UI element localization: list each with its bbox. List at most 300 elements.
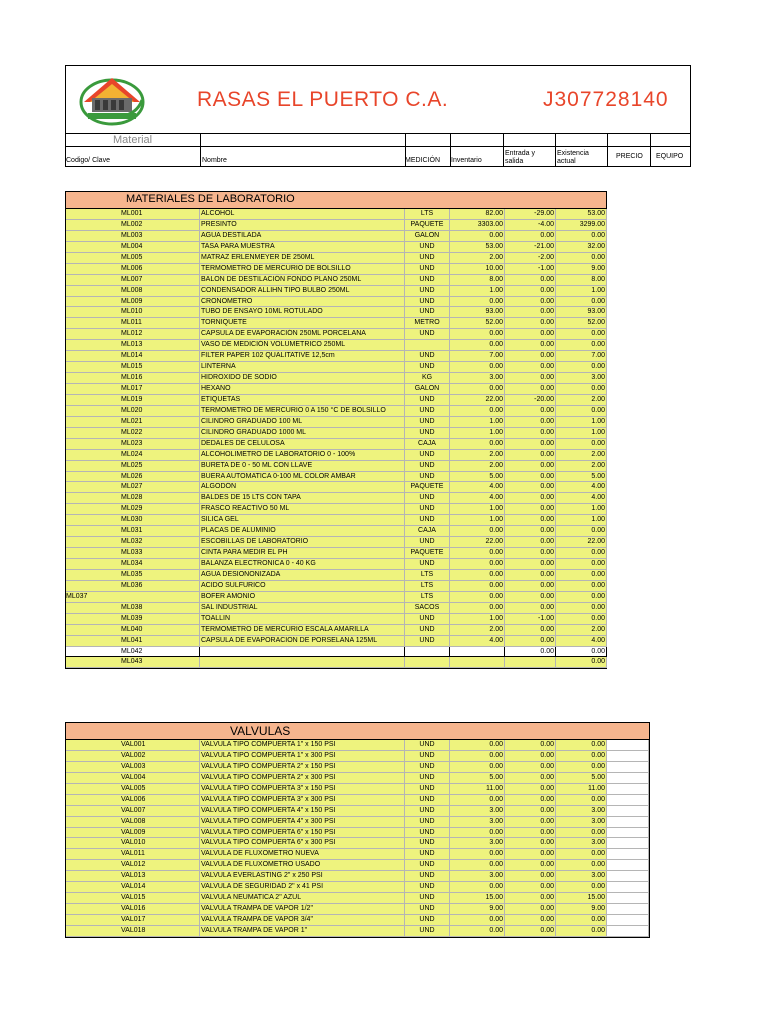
cell-existencia: 93.00 — [556, 307, 607, 318]
cell-nombre: ALCOHOL — [200, 209, 405, 220]
cell-medicion: UND — [405, 461, 450, 472]
cell-medicion: KG — [405, 373, 450, 384]
cell-inventario: 0.00 — [450, 915, 505, 926]
cell-existencia: 3299.00 — [556, 220, 607, 231]
cell-precio — [607, 795, 649, 806]
cell-nombre: VALVULA EVERLASTING 2" x 250 PSI — [200, 871, 405, 882]
cell-nombre: DEDALES DE CELULOSA — [200, 439, 405, 450]
table-row — [66, 526, 606, 537]
cell-inventario: 22.00 — [450, 395, 505, 406]
cell-entrada-salida: 0.00 — [505, 806, 556, 817]
cell-medicion: UND — [405, 286, 450, 297]
cell-inventario: 0.00 — [450, 926, 505, 937]
cell-nombre: VALVULA TIPO COMPUERTA 4" x 150 PSI — [200, 806, 405, 817]
cell-existencia: 0.00 — [556, 340, 607, 351]
cell-nombre: HEXANO — [200, 384, 405, 395]
cell-codigo: VAL014 — [66, 882, 200, 893]
cell-existencia: 0.00 — [556, 926, 607, 937]
column-divider — [607, 133, 608, 166]
cell-medicion: GALON — [405, 231, 450, 242]
cell-medicion: UND — [405, 417, 450, 428]
cell-inventario: 15.00 — [450, 893, 505, 904]
cell-entrada-salida: 0.00 — [505, 926, 556, 937]
table-row — [66, 482, 606, 493]
cell-inventario: 3.00 — [450, 871, 505, 882]
cell-inventario: 0.00 — [450, 860, 505, 871]
cell-entrada-salida — [505, 657, 556, 668]
cell-inventario: 4.00 — [450, 636, 505, 647]
cell-inventario: 0.00 — [450, 439, 505, 450]
cell-codigo: ML032 — [66, 537, 200, 548]
cell-entrada-salida: 0.00 — [505, 318, 556, 329]
cell-nombre: VALVULA TIPO COMPUERTA 2" x 300 PSI — [200, 773, 405, 784]
cell-codigo: ML034 — [66, 559, 200, 570]
cell-entrada-salida: 0.00 — [505, 231, 556, 242]
cell-inventario: 0.00 — [450, 406, 505, 417]
table-row — [66, 581, 606, 592]
cell-nombre: ALCOHOLIMETRO DE LABORATORIO 0 - 100% — [200, 450, 405, 461]
col-header-equipo: EQUIPO — [656, 153, 684, 160]
table-row — [66, 603, 606, 614]
table-row — [66, 559, 606, 570]
cell-entrada-salida: 0.00 — [505, 838, 556, 849]
cell-inventario: 0.00 — [450, 297, 505, 308]
table-row — [66, 784, 649, 795]
cell-existencia: 0.00 — [556, 849, 607, 860]
cell-nombre: CRONOMETRO — [200, 297, 405, 308]
cell-inventario: 0.00 — [450, 849, 505, 860]
column-divider — [555, 133, 556, 166]
cell-codigo: ML004 — [66, 242, 200, 253]
cell-existencia: 1.00 — [556, 286, 607, 297]
cell-entrada-salida: 0.00 — [505, 526, 556, 537]
table-row — [66, 395, 606, 406]
cell-medicion: UND — [405, 253, 450, 264]
cell-nombre: VALVULA TIPO COMPUERTA 3" x 300 PSI — [200, 795, 405, 806]
company-logo — [78, 72, 146, 128]
cell-medicion: UND — [405, 860, 450, 871]
col-header-inventario: Inventario — [451, 157, 482, 164]
cell-codigo: ML015 — [66, 362, 200, 373]
cell-medicion: UND — [405, 493, 450, 504]
cell-codigo: ML043 — [66, 657, 200, 668]
table-row — [66, 450, 606, 461]
cell-nombre: BUERA AUTOMATICA 0-100 ML COLOR AMBAR — [200, 472, 405, 483]
cell-existencia: 2.00 — [556, 450, 607, 461]
cell-nombre: BURETA DE 0 - 50 ML CON LLAVE — [200, 461, 405, 472]
cell-existencia: 4.00 — [556, 493, 607, 504]
cell-medicion: UND — [405, 926, 450, 937]
cell-inventario: 1.00 — [450, 286, 505, 297]
cell-entrada-salida: 0.00 — [505, 570, 556, 581]
cell-medicion: LTS — [405, 570, 450, 581]
table-row — [66, 657, 606, 668]
cell-inventario: 0.00 — [450, 340, 505, 351]
cell-nombre: AGUA DESTILADA — [200, 231, 405, 242]
cell-inventario: 1.00 — [450, 417, 505, 428]
cell-codigo: VAL005 — [66, 784, 200, 795]
col-header-codigo: Codigo/ Clave — [66, 157, 110, 164]
cell-inventario: 3.00 — [450, 806, 505, 817]
cell-nombre: TERMOMETRO DE MERCURIO ESCALA AMARILLA — [200, 625, 405, 636]
cell-inventario: 0.00 — [450, 329, 505, 340]
cell-entrada-salida: 0.00 — [505, 915, 556, 926]
cell-codigo: ML020 — [66, 406, 200, 417]
cell-medicion: UND — [405, 351, 450, 362]
cell-medicion: UND — [405, 264, 450, 275]
cell-medicion: UND — [405, 806, 450, 817]
cell-codigo: ML001 — [66, 209, 200, 220]
cell-codigo: ML042 — [66, 647, 200, 658]
col-header-medicion: MEDICIÓN — [405, 157, 440, 164]
table-row — [66, 806, 649, 817]
cell-existencia: 3.00 — [556, 373, 607, 384]
cell-codigo: ML027 — [66, 482, 200, 493]
table-row — [66, 373, 606, 384]
cell-entrada-salida: 0.00 — [505, 428, 556, 439]
cell-inventario: 0.00 — [450, 362, 505, 373]
cell-codigo: ML005 — [66, 253, 200, 264]
table-row — [66, 439, 606, 450]
col-header-nombre: Nombre — [202, 157, 227, 164]
cell-nombre: VALVULA DE SEGURIDAD 2" x 41 PSI — [200, 882, 405, 893]
cell-entrada-salida: 0.00 — [505, 450, 556, 461]
table-row — [66, 614, 606, 625]
cell-existencia: 0.00 — [556, 751, 607, 762]
cell-medicion: UND — [405, 559, 450, 570]
column-divider — [200, 133, 201, 166]
valvulas-rows — [66, 740, 649, 937]
cell-codigo: VAL008 — [66, 817, 200, 828]
laboratorio-table — [65, 191, 607, 669]
cell-inventario — [450, 657, 505, 668]
cell-nombre: CAPSULA DE EVAPORACION DE PORSELANA 125ML — [200, 636, 405, 647]
cell-codigo: VAL016 — [66, 904, 200, 915]
cell-existencia: 3.00 — [556, 871, 607, 882]
cell-entrada-salida: 0.00 — [505, 329, 556, 340]
column-divider — [650, 133, 651, 166]
laboratorio-rows — [66, 209, 606, 668]
cell-inventario: 0.00 — [450, 581, 505, 592]
cell-medicion: UND — [405, 625, 450, 636]
cell-inventario: 0.00 — [450, 526, 505, 537]
cell-entrada-salida: 0.00 — [505, 340, 556, 351]
cell-inventario: 0.00 — [450, 795, 505, 806]
section-title — [66, 723, 649, 740]
cell-existencia: 0.00 — [556, 860, 607, 871]
header-divider — [66, 133, 690, 134]
cell-inventario: 93.00 — [450, 307, 505, 318]
cell-nombre: ETIQUETAS — [200, 395, 405, 406]
cell-inventario: 10.00 — [450, 264, 505, 275]
table-row — [66, 275, 606, 286]
cell-codigo: ML040 — [66, 625, 200, 636]
cell-codigo: ML011 — [66, 318, 200, 329]
table-row — [66, 828, 649, 839]
cell-entrada-salida: -21.00 — [505, 242, 556, 253]
table-row — [66, 406, 606, 417]
table-row — [66, 253, 606, 264]
cell-entrada-salida: 0.00 — [505, 515, 556, 526]
cell-existencia: 8.00 — [556, 275, 607, 286]
cell-entrada-salida: 0.00 — [505, 773, 556, 784]
cell-medicion: UND — [405, 428, 450, 439]
cell-medicion: PAQUETE — [405, 220, 450, 231]
cell-existencia: 0.00 — [556, 614, 607, 625]
cell-existencia: 2.00 — [556, 625, 607, 636]
cell-precio — [607, 806, 649, 817]
cell-inventario: 0.00 — [450, 231, 505, 242]
cell-entrada-salida: 0.00 — [505, 417, 556, 428]
cell-entrada-salida: 0.00 — [505, 762, 556, 773]
cell-inventario: 0.00 — [450, 762, 505, 773]
cell-existencia: 0.00 — [556, 647, 607, 658]
cell-medicion: UND — [405, 882, 450, 893]
cell-nombre: VALVULA TRAMPA DE VAPOR 1/2" — [200, 904, 405, 915]
cell-codigo: ML036 — [66, 581, 200, 592]
cell-codigo: ML029 — [66, 504, 200, 515]
cell-nombre: TASA PARA MUESTRA — [200, 242, 405, 253]
table-row — [66, 740, 649, 751]
cell-medicion: LTS — [405, 581, 450, 592]
table-row — [66, 297, 606, 308]
table-row — [66, 231, 606, 242]
table-row — [66, 817, 649, 828]
cell-codigo: ML041 — [66, 636, 200, 647]
table-row — [66, 773, 649, 784]
table-row — [66, 362, 606, 373]
cell-entrada-salida: 0.00 — [505, 537, 556, 548]
company-name: RASAS EL PUERTO C.A. — [197, 88, 449, 111]
table-row — [66, 625, 606, 636]
cell-entrada-salida: -4.00 — [505, 220, 556, 231]
cell-nombre: VALVULA TIPO COMPUERTA 1" x 150 PSI — [200, 740, 405, 751]
cell-medicion: METRO — [405, 318, 450, 329]
laboratorio-title: MATERIALES DE LABORATORIO — [126, 193, 295, 205]
cell-medicion: LTS — [405, 209, 450, 220]
col-header-entrada: Entrada y salida — [505, 150, 535, 165]
cell-existencia: 0.00 — [556, 581, 607, 592]
cell-codigo: VAL013 — [66, 871, 200, 882]
cell-existencia: 1.00 — [556, 417, 607, 428]
cell-codigo: VAL009 — [66, 828, 200, 839]
cell-inventario: 3.00 — [450, 817, 505, 828]
table-row — [66, 220, 606, 231]
cell-precio — [607, 838, 649, 849]
cell-codigo: ML038 — [66, 603, 200, 614]
cell-inventario: 0.00 — [450, 570, 505, 581]
material-label: Material — [113, 134, 153, 146]
cell-nombre: PLACAS DE ALUMINIO — [200, 526, 405, 537]
cell-medicion — [405, 340, 450, 351]
cell-medicion: LTS — [405, 592, 450, 603]
cell-codigo: ML016 — [66, 373, 200, 384]
cell-precio — [607, 740, 649, 751]
cell-codigo: ML024 — [66, 450, 200, 461]
cell-entrada-salida: 0.00 — [505, 493, 556, 504]
cell-codigo: ML037 — [66, 592, 200, 603]
column-divider — [503, 133, 504, 166]
table-row — [66, 904, 649, 915]
cell-nombre: FILTER PAPER 102 QUALITATIVE 12,5cm — [200, 351, 405, 362]
cell-existencia: 0.00 — [556, 329, 607, 340]
section-title — [66, 192, 606, 209]
cell-codigo: ML026 — [66, 472, 200, 483]
cell-nombre: CONDENSADOR ALLIHN TIPO BULBO 250ML — [200, 286, 405, 297]
header-divider — [66, 146, 690, 147]
cell-nombre: CILINDRO GRADUADO 1000 ML — [200, 428, 405, 439]
cell-nombre: SAL INDUSTRIAL — [200, 603, 405, 614]
cell-existencia: 4.00 — [556, 636, 607, 647]
cell-entrada-salida: 0.00 — [505, 784, 556, 795]
cell-existencia: 0.00 — [556, 915, 607, 926]
cell-entrada-salida: 0.00 — [505, 559, 556, 570]
cell-codigo: ML007 — [66, 275, 200, 286]
cell-medicion: UND — [405, 515, 450, 526]
cell-nombre: CAPSULA DE EVAPORACIÓN 250ML PORCELANA — [200, 329, 405, 340]
cell-existencia: 52.00 — [556, 318, 607, 329]
cell-nombre — [200, 647, 405, 658]
cell-entrada-salida: 0.00 — [505, 482, 556, 493]
cell-inventario: 4.00 — [450, 493, 505, 504]
cell-codigo: ML030 — [66, 515, 200, 526]
cell-codigo: ML039 — [66, 614, 200, 625]
cell-entrada-salida: 0.00 — [505, 461, 556, 472]
cell-existencia: 4.00 — [556, 482, 607, 493]
table-row — [66, 461, 606, 472]
cell-entrada-salida: 0.00 — [505, 849, 556, 860]
cell-nombre: VALVULA TIPO COMPUERTA 6" x 300 PSI — [200, 838, 405, 849]
cell-existencia: 0.00 — [556, 406, 607, 417]
cell-existencia: 0.00 — [556, 795, 607, 806]
cell-existencia: 22.00 — [556, 537, 607, 548]
cell-medicion: UND — [405, 740, 450, 751]
cell-medicion: PAQUETE — [405, 548, 450, 559]
cell-codigo: VAL003 — [66, 762, 200, 773]
cell-entrada-salida: -29.00 — [505, 209, 556, 220]
cell-precio — [607, 926, 649, 937]
table-row — [66, 751, 649, 762]
cell-codigo: ML006 — [66, 264, 200, 275]
cell-medicion: PAQUETE — [405, 482, 450, 493]
cell-medicion: UND — [405, 817, 450, 828]
cell-codigo: VAL017 — [66, 915, 200, 926]
cell-entrada-salida: 0.00 — [505, 275, 556, 286]
cell-medicion: UND — [405, 307, 450, 318]
cell-codigo: ML019 — [66, 395, 200, 406]
cell-existencia: 0.00 — [556, 762, 607, 773]
cell-medicion: UND — [405, 773, 450, 784]
cell-precio — [607, 817, 649, 828]
table-row — [66, 882, 649, 893]
cell-precio — [607, 773, 649, 784]
cell-existencia: 2.00 — [556, 395, 607, 406]
cell-inventario: 0.00 — [450, 828, 505, 839]
cell-nombre: TORNIQUETE — [200, 318, 405, 329]
cell-existencia: 0.00 — [556, 740, 607, 751]
cell-inventario: 11.00 — [450, 784, 505, 795]
cell-codigo: VAL018 — [66, 926, 200, 937]
cell-codigo: ML028 — [66, 493, 200, 504]
table-row — [66, 286, 606, 297]
cell-codigo: VAL001 — [66, 740, 200, 751]
cell-medicion: UND — [405, 472, 450, 483]
cell-codigo: ML009 — [66, 297, 200, 308]
cell-existencia: 0.00 — [556, 657, 607, 668]
cell-codigo: ML035 — [66, 570, 200, 581]
cell-nombre: TUBO DE ENSAYO 10ML ROTULADO — [200, 307, 405, 318]
cell-codigo: ML025 — [66, 461, 200, 472]
cell-precio — [607, 893, 649, 904]
cell-nombre: CILINDRO GRADUADO 100 ML — [200, 417, 405, 428]
cell-nombre: LINTERNA — [200, 362, 405, 373]
cell-entrada-salida: 0.00 — [505, 472, 556, 483]
cell-inventario: 3.00 — [450, 373, 505, 384]
table-row — [66, 570, 606, 581]
cell-existencia: 0.00 — [556, 828, 607, 839]
cell-codigo: ML002 — [66, 220, 200, 231]
cell-inventario: 3.00 — [450, 838, 505, 849]
cell-existencia: 5.00 — [556, 773, 607, 784]
cell-inventario: 1.00 — [450, 504, 505, 515]
cell-inventario: 0.00 — [450, 559, 505, 570]
table-row — [66, 493, 606, 504]
cell-existencia: 0.00 — [556, 603, 607, 614]
cell-medicion: SACOS — [405, 603, 450, 614]
cell-medicion: UND — [405, 297, 450, 308]
cell-entrada-salida: 0.00 — [505, 893, 556, 904]
table-row — [66, 926, 649, 937]
cell-precio — [607, 849, 649, 860]
cell-codigo: ML003 — [66, 231, 200, 242]
cell-inventario: 2.00 — [450, 450, 505, 461]
cell-entrada-salida: -1.00 — [505, 264, 556, 275]
cell-existencia: 5.00 — [556, 472, 607, 483]
cell-medicion: UND — [405, 795, 450, 806]
cell-entrada-salida: 0.00 — [505, 297, 556, 308]
cell-medicion: UND — [405, 242, 450, 253]
table-row — [66, 860, 649, 871]
table-row — [66, 472, 606, 483]
cell-codigo: ML014 — [66, 351, 200, 362]
cell-nombre: PRESINTO — [200, 220, 405, 231]
cell-precio — [607, 860, 649, 871]
cell-medicion: UND — [405, 537, 450, 548]
cell-inventario: 5.00 — [450, 472, 505, 483]
cell-inventario: 1.00 — [450, 614, 505, 625]
cell-codigo: VAL010 — [66, 838, 200, 849]
cell-entrada-salida: 0.00 — [505, 828, 556, 839]
cell-codigo: ML023 — [66, 439, 200, 450]
cell-entrada-salida: 0.00 — [505, 795, 556, 806]
cell-medicion: UND — [405, 751, 450, 762]
cell-medicion: GALON — [405, 384, 450, 395]
cell-medicion: UND — [405, 636, 450, 647]
cell-inventario: 0.00 — [450, 592, 505, 603]
cell-medicion: CAJA — [405, 526, 450, 537]
cell-medicion: UND — [405, 614, 450, 625]
cell-medicion: UND — [405, 329, 450, 340]
table-row — [66, 504, 606, 515]
cell-codigo: VAL011 — [66, 849, 200, 860]
cell-existencia: 0.00 — [556, 253, 607, 264]
cell-nombre: BALON DE DESTILACIÓN FONDO PLANO 250ML — [200, 275, 405, 286]
cell-inventario: 1.00 — [450, 515, 505, 526]
cell-codigo: ML021 — [66, 417, 200, 428]
col-header-precio: PRECIO — [616, 153, 643, 160]
cell-existencia: 0.00 — [556, 548, 607, 559]
cell-precio — [607, 828, 649, 839]
